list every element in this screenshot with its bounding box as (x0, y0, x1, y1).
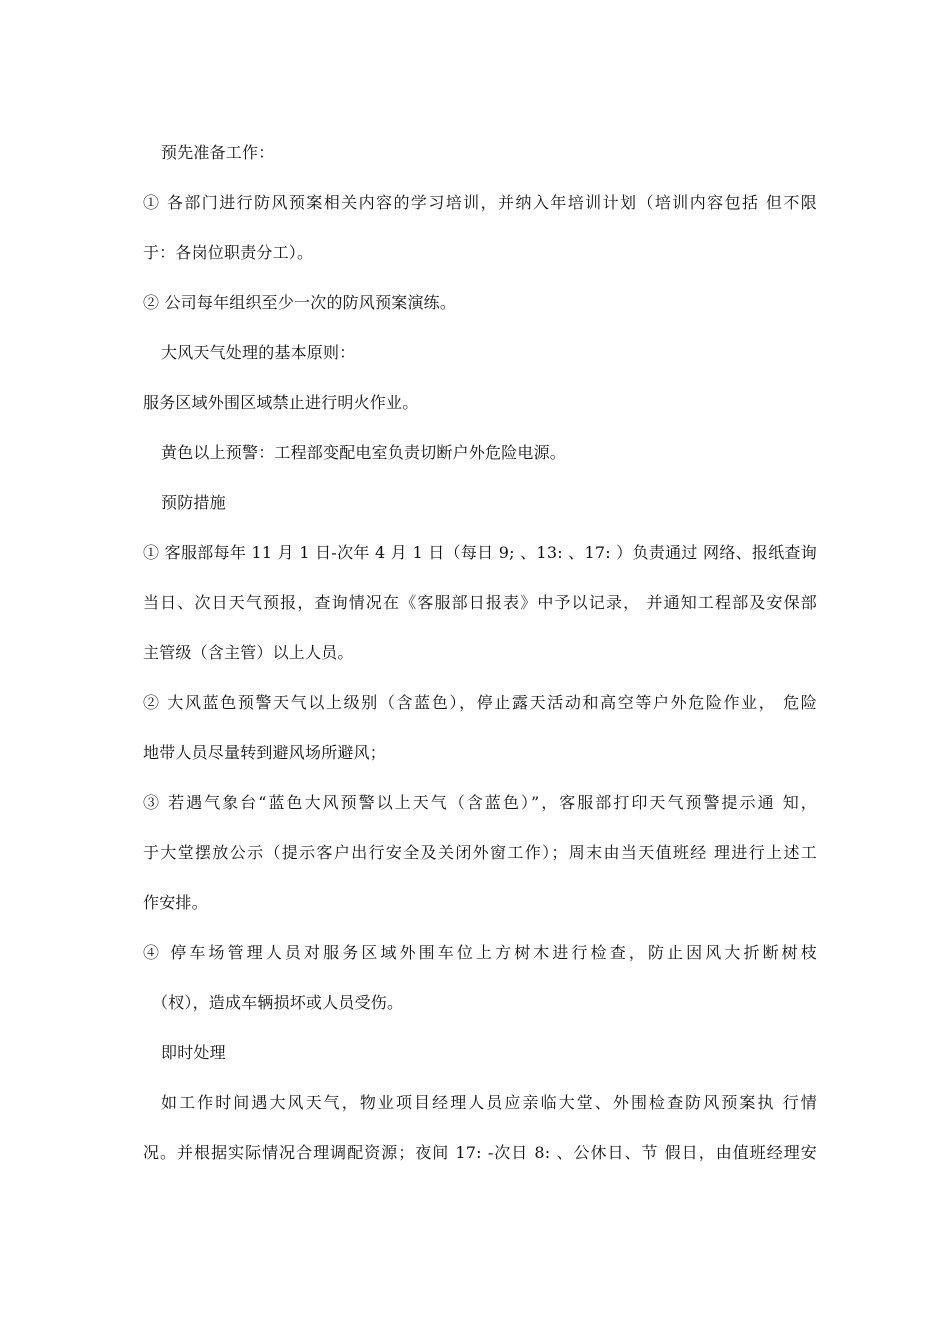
paragraph-line: 于大堂摆放公示（提示客户出行安全及关闭外窗工作）；周末由当天值班经 理进行上述工 (143, 843, 817, 862)
heading-immediate-handling: 即时处理 (161, 1043, 226, 1062)
heading-basic-principles: 大风天气处理的基本原则： (161, 343, 356, 362)
paragraph-line: 地带人员尽量转到避风场所避风； (143, 743, 387, 762)
paragraph-line: 况。并根据实际情况合理调配资源；夜间 17: -次日 8: 、公休日、节 假日，由值班经理安 (143, 1143, 817, 1162)
paragraph-line: 作安排。 (143, 893, 208, 912)
paragraph-line: 当日、次日天气预报，查询情况在《客服部日报表》中予以记录， 并通知工程部及安保部 (143, 593, 817, 612)
paragraph-line: ① 各部门进行防风预案相关内容的学习培训，并纳入年培训计划（培训内容包括 但不限 (143, 193, 817, 212)
paragraph-line: 黄色以上预警：工程部变配电室负责切断户外危险电源。 (161, 443, 567, 462)
paragraph-line: ② 公司每年组织至少一次的防风预案演练。 (143, 293, 457, 312)
paragraph-line: ① 客服部每年 11 月 1 日-次年 4 月 1 日（每日 9; 、13: 、17: ）负责通过 网络、报纸查询 (143, 543, 817, 562)
paragraph-line: 服务区域外围区域禁止进行明火作业。 (143, 393, 419, 412)
paragraph-line: 于：各岗位职责分工）。 (143, 243, 314, 262)
paragraph-line: ② 大风蓝色预警天气以上级别（含蓝色），停止露天活动和高空等户外危险作业， 危险 (143, 693, 817, 712)
paragraph-line: （杈），造成车辆损坏或人员受伤。 (152, 993, 404, 1012)
paragraph-line: 如工作时间遇大风天气，物业项目经理人员应亲临大堂、外围检查防风预案执 行情 (161, 1093, 817, 1112)
paragraph-line: ④ 停车场管理人员对服务区域外围车位上方树木进行检查，防止因风大折断树枝 (143, 943, 817, 962)
paragraph-line: 主管级（含主管）以上人员。 (143, 643, 354, 662)
heading-advance-preparation: 预先准备工作： (161, 143, 275, 162)
paragraph-line: ③ 若遇气象台“蓝色大风预警以上天气（含蓝色）”，客服部打印天气预警提示通 知， (143, 793, 817, 812)
heading-preventive-measures: 预防措施 (161, 493, 226, 512)
